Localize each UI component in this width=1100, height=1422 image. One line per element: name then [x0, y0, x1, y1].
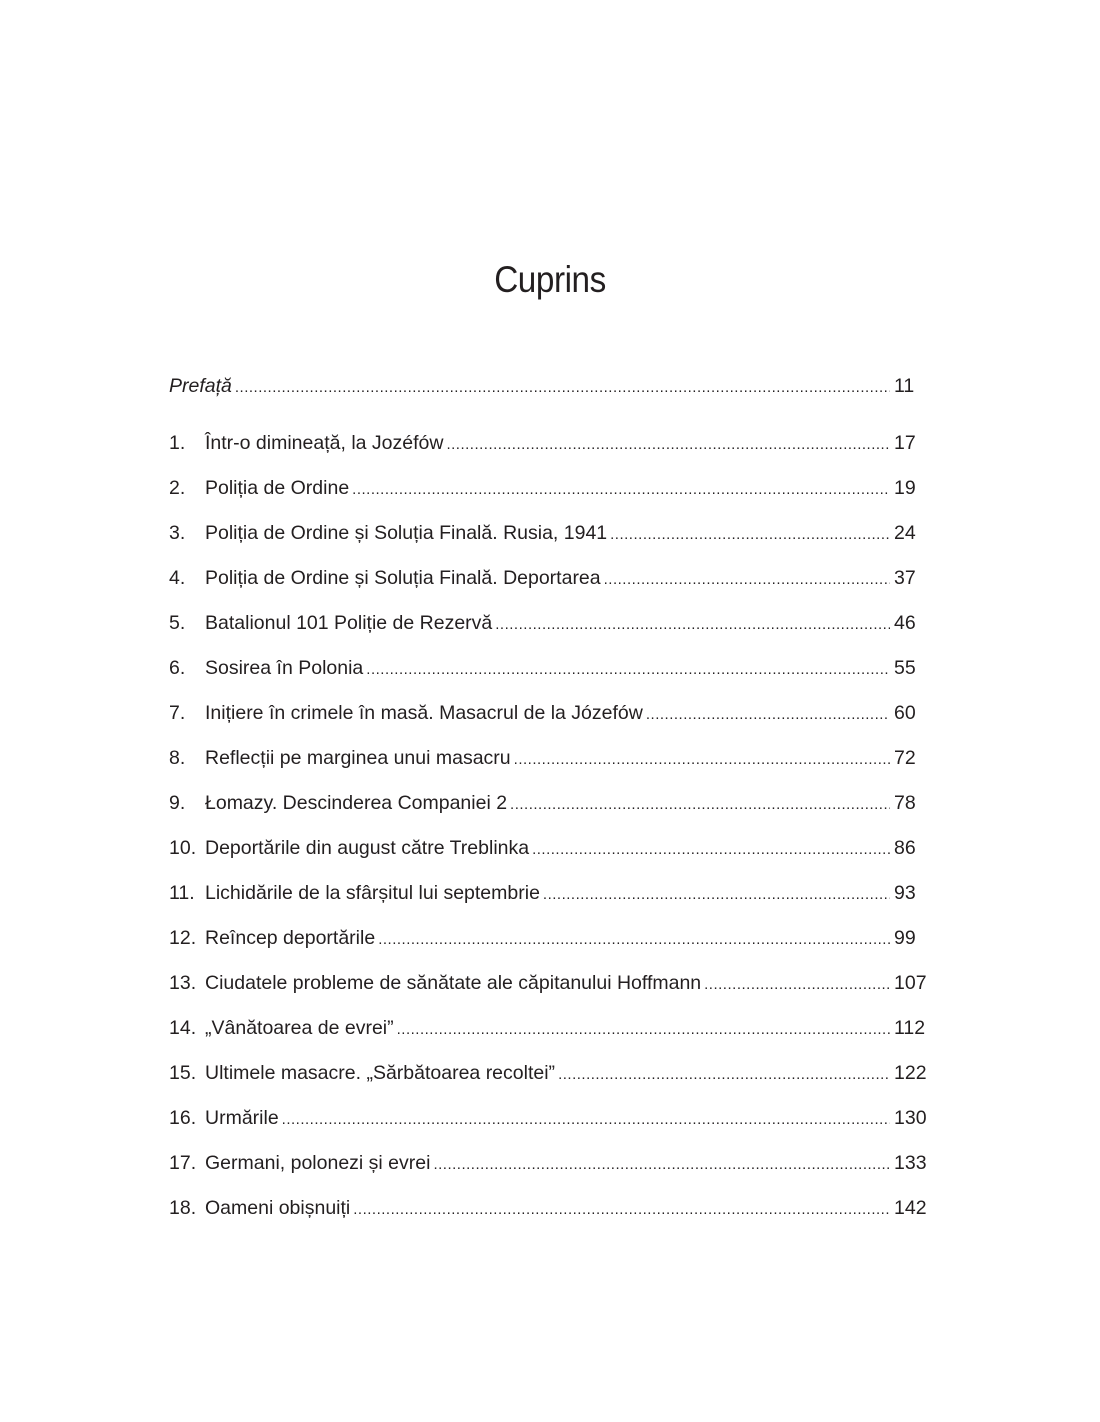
toc-entry-page: 122 — [894, 1062, 927, 1084]
toc-entry-page: 17 — [894, 432, 916, 454]
toc-entry-page: 130 — [894, 1107, 927, 1129]
toc-entry-page: 133 — [894, 1152, 927, 1174]
toc-entry-label: Prefață — [169, 375, 232, 397]
chapter-number: 6. — [169, 657, 186, 679]
toc-entry-preface[interactable] — [169, 372, 932, 400]
toc-entry-label: Inițiere în crimele în masă. Masacrul de la Józefów — [205, 702, 643, 724]
toc-entry-page: 37 — [894, 567, 916, 589]
dot-leader — [543, 881, 890, 909]
dot-leader — [495, 611, 890, 639]
dot-leader — [446, 431, 890, 459]
page-title: Cuprins — [494, 259, 606, 300]
dot-leader — [604, 566, 890, 594]
toc-entry-page: 112 — [894, 1017, 926, 1039]
dot-leader — [397, 1016, 890, 1044]
dot-leader — [433, 1151, 890, 1179]
dot-leader — [366, 656, 890, 684]
toc-entry-page: 72 — [894, 747, 916, 769]
chapter-number: 18. — [169, 1197, 197, 1219]
chapter-number: 13. — [169, 972, 197, 994]
dot-leader — [610, 521, 890, 549]
dot-leader — [514, 746, 890, 774]
toc-entry-page: 78 — [894, 792, 916, 814]
dot-leader — [353, 1196, 890, 1224]
toc-entry-page: 93 — [894, 882, 916, 904]
toc-entry-label: Poliția de Ordine și Soluția Finală. Deportarea — [205, 567, 601, 589]
toc-entry-label: Oameni obișnuiți — [205, 1197, 351, 1219]
toc-entry-label: Łomazy. Descinderea Companiei 2 — [205, 792, 508, 814]
toc-entry-label: Poliția de Ordine și Soluția Finală. Rusia, 1941 — [205, 522, 608, 544]
toc-entry-label: Deportările din august către Treblinka — [205, 837, 530, 859]
toc-entry-chapter-2[interactable] — [169, 474, 932, 502]
toc-entry-label: Într-o dimineață, la Jozéfów — [205, 432, 444, 454]
toc-entry-chapter-3[interactable] — [169, 519, 932, 547]
toc-entry-label: Lichidările de la sfârșitul lui septembrie — [205, 882, 540, 904]
chapter-number: 1. — [169, 432, 186, 454]
toc-entry-page: 24 — [894, 522, 916, 544]
toc-entry-page: 86 — [894, 837, 916, 859]
chapter-number: 11. — [169, 882, 195, 904]
toc-entry-page: 60 — [894, 702, 916, 724]
toc-entry-chapter-7[interactable] — [169, 699, 932, 727]
toc-entry-label: Ultimele masacre. „Sărbătoarea recoltei” — [205, 1062, 556, 1084]
toc-entry-label: Batalionul 101 Poliție de Rezervă — [205, 612, 493, 634]
toc-entry-page: 11 — [894, 375, 915, 397]
chapter-number: 15. — [169, 1062, 197, 1084]
toc-entry-chapter-5[interactable] — [169, 609, 932, 637]
dot-leader — [235, 374, 890, 402]
dot-leader — [378, 926, 890, 954]
dot-leader — [510, 791, 890, 819]
chapter-number: 17. — [169, 1152, 197, 1174]
toc-entry-chapter-15[interactable] — [169, 1059, 932, 1087]
toc-entry-chapter-9[interactable] — [169, 789, 932, 817]
toc-entry-chapter-6[interactable] — [169, 654, 932, 682]
dot-leader — [558, 1061, 890, 1089]
chapter-number: 4. — [169, 567, 186, 589]
toc-entry-chapter-8[interactable] — [169, 744, 932, 772]
toc-entry-label: Reîncep deportările — [205, 927, 376, 949]
chapter-number: 14. — [169, 1017, 197, 1039]
chapter-number: 9. — [169, 792, 186, 814]
toc-entry-page: 19 — [894, 477, 916, 499]
toc-entry-chapter-13[interactable] — [169, 969, 932, 997]
dot-leader — [532, 836, 890, 864]
toc-entry-chapter-16[interactable] — [169, 1104, 932, 1132]
toc-entry-label: Reflecții pe marginea unui masacru — [205, 747, 511, 769]
chapter-number: 8. — [169, 747, 186, 769]
toc-entry-label: Sosirea în Polonia — [205, 657, 364, 679]
chapter-number: 5. — [169, 612, 186, 634]
toc-entry-label: Germani, polonezi și evrei — [205, 1152, 431, 1174]
toc-entry-chapter-14[interactable] — [169, 1014, 932, 1042]
toc-entry-label: „Vânătoarea de evrei” — [205, 1017, 394, 1039]
chapter-number: 16. — [169, 1107, 197, 1129]
dot-leader — [704, 971, 890, 999]
chapter-number: 2. — [169, 477, 186, 499]
toc-entry-page: 99 — [894, 927, 916, 949]
toc-entry-label: Poliția de Ordine — [205, 477, 350, 499]
toc-entry-page: 55 — [894, 657, 916, 679]
table-of-contents — [169, 372, 932, 1239]
chapter-number: 7. — [169, 702, 186, 724]
toc-entry-label: Ciudatele probleme de sănătate ale căpitanului Hoffmann — [205, 972, 702, 994]
toc-entry-label: Urmările — [205, 1107, 279, 1129]
toc-entry-chapter-4[interactable] — [169, 564, 932, 592]
chapter-number: 10. — [169, 837, 197, 859]
toc-entry-chapter-11[interactable] — [169, 879, 932, 907]
dot-leader — [352, 476, 890, 504]
toc-entry-chapter-10[interactable] — [169, 834, 932, 862]
chapter-number: 12. — [169, 927, 197, 949]
dot-leader — [646, 701, 890, 729]
toc-entry-page: 46 — [894, 612, 916, 634]
toc-entry-chapter-18[interactable] — [169, 1194, 932, 1222]
dot-leader — [282, 1106, 890, 1134]
toc-entry-chapter-12[interactable] — [169, 924, 932, 952]
chapter-number: 3. — [169, 522, 186, 544]
toc-entry-page: 107 — [894, 972, 927, 994]
toc-entry-chapter-1[interactable] — [169, 429, 932, 457]
toc-entry-chapter-17[interactable] — [169, 1149, 932, 1177]
toc-entry-page: 142 — [894, 1197, 927, 1219]
